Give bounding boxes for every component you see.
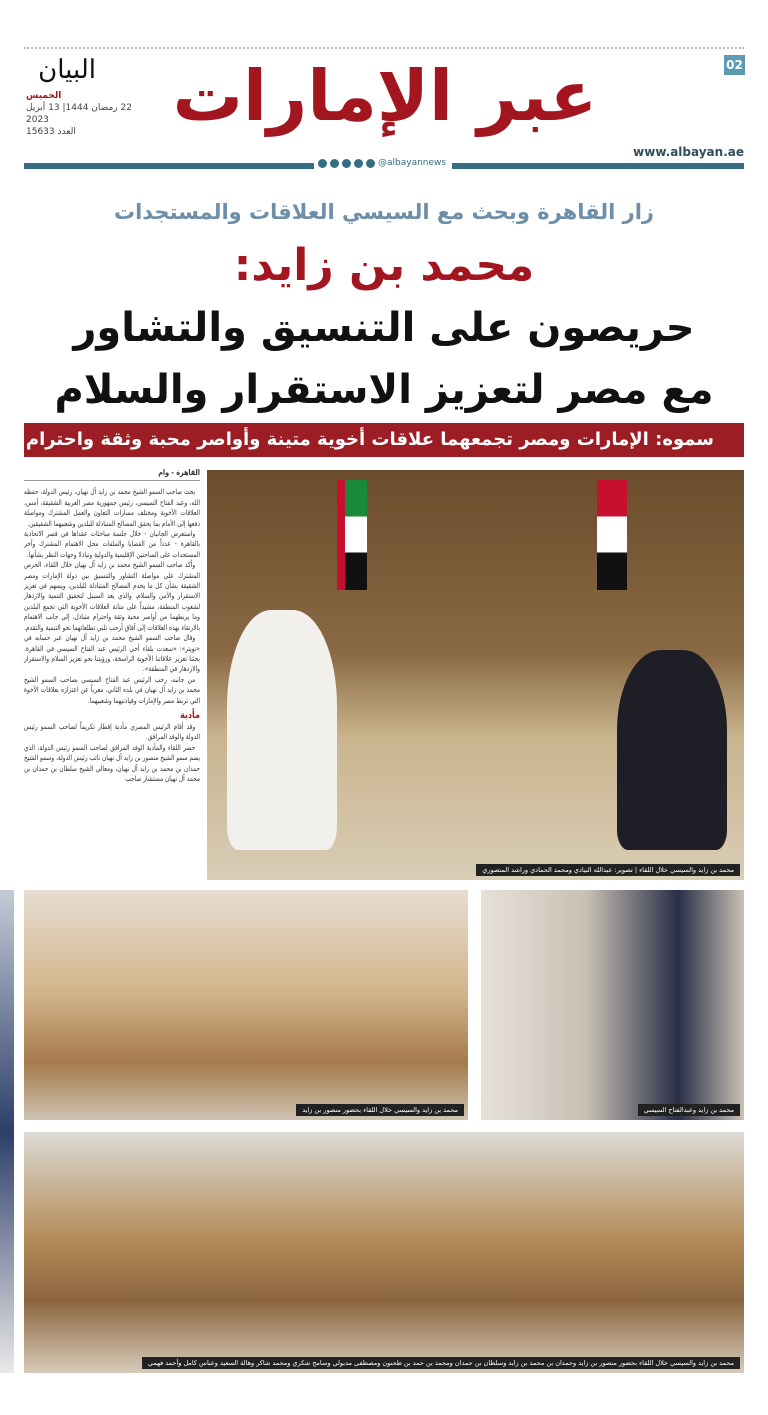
main-photo (207, 470, 744, 880)
paragraph: بحث صاحب السمو الشيخ محمد بن زايد آل نهيان، رئيس الدولة، حفظه الله، وعبد الفتاح السيسي، رئيس جمهورية مصر العربية الشقيقة، أمس، العلاقات الأخوية ومختلف مسارات التعاون والعمل المشترك ومواصلة دفعها إلى الأمام بما يحقق المصالح المتبادلة للبلدين وشعبيهما الشقيقين. (24, 487, 200, 528)
page-number: 02 (724, 55, 745, 75)
youtube-icon[interactable] (342, 159, 351, 168)
egypt-flag (597, 480, 627, 590)
photo-caption: محمد بن زايد والسيسي خلال اللقاء | تصوير: عبدالله النيادي ومحمد الحمادي وراشد المنصوري (476, 864, 740, 876)
subheading: مأدبة (180, 709, 200, 721)
paragraph: حضر اللقاء والمأدبة الوفد المرافق لصاحب السمو رئيس الدولة، الذي يضم سمو الشيخ منصور بن زايد آل نهيان نائب رئيس الدولة، وسمو الشيخ حمدان بن محمد بن زايد آل نهيان، ومعالي الشيخ سلطان بن حمدان بن محمد آل نهيان مستشار صاحب (24, 742, 200, 783)
twitter-icon[interactable] (354, 159, 363, 168)
section-title: عبر الإمارات (172, 55, 598, 137)
headline-kicker: زار القاهرة وبحث مع السيسي العلاقات والمستجدات (114, 200, 654, 224)
instagram-icon[interactable] (330, 159, 339, 168)
social-links (318, 158, 448, 168)
issue-day: الخميس (26, 91, 62, 101)
albayan-logo: البيان (38, 55, 96, 85)
article-body (24, 468, 200, 784)
facebook-icon[interactable] (366, 159, 375, 168)
paragraph: وقد أقام الرئيس المصري مأدبة إفطار تكريماً لصاحب السمو رئيس الدولة والوفد المرافق. (24, 721, 200, 742)
issue-date: 22 رمضان 1444| 13 أبريل 2023 (26, 103, 132, 125)
person-figure (227, 610, 337, 850)
walk-photo (481, 890, 744, 1120)
photo-caption: محمد بن زايد والسيسي خلال اللقاء بحضور منصور بن زايد (296, 1104, 464, 1116)
delegation-photo (24, 1132, 744, 1373)
headline-line-2: حريصون على التنسيق والتشاور (73, 305, 695, 351)
person-figure (617, 650, 727, 850)
header-bar-right (452, 163, 744, 169)
paragraph: من جانبه، رحب الرئيس عبد الفتاح السيسي بصاحب السمو الشيخ محمد بن زايد آل نهيان في بلده الثاني، معرباً عن اعتزازه بعلاقات الأخوة التي تربط مصر والإمارات وقيادتيهما وشعبيهما. (24, 674, 200, 705)
headline-banner: سموه: الإمارات ومصر تجمعهما علاقات أخوية متينة وأواصر محبة وثقة واحترام (24, 423, 744, 457)
header-bar-left (24, 163, 314, 169)
dateline: القاهرة - وام (24, 468, 200, 481)
website-link[interactable]: www.albayan.ae (633, 145, 744, 159)
photo-caption: محمد بن زايد والسيسي خلال اللقاء بحضور منصور بن زايد وحمدان بن محمد بن زايد وسلطان بن حمدان ومحمد بن حمد بن طحنون ومصطفى مدبولي وسامح شكري ومحمد شاكر وهالة السعيد وعباس كامل وأحمد فهمي (142, 1357, 740, 1369)
uae-flag (337, 480, 367, 590)
social-handle[interactable]: @albayannews (378, 158, 447, 168)
issue-number: العدد 15633 (26, 127, 76, 137)
headline-line-3: مع مصر لتعزيز الاستقرار والسلام (54, 367, 714, 413)
issue-meta (26, 90, 146, 138)
paragraph: واستعرض الجانبان - خلال جلسة مباحثات عقداها في قصر الاتحادية بالقاهرة - عدداً من القضايا والملفات محل الاهتمام المشترك وآخر المستجدات على الساحتين الإقليمية والدولية وتبادلا وجهات النظر بشأنها. (24, 529, 201, 559)
photo-caption: محمد بن زايد وعبدالفتاح السيسي (638, 1104, 740, 1116)
meeting-photo (24, 890, 468, 1120)
partial-photo (0, 890, 14, 1373)
paragraph: وقال صاحب السمو الشيخ محمد بن زايد آل نهيان عبر حسابه في «تويتر»: «سعدت بلقاء أخي الرئيس عبد الفتاح السيسي في القاهرة. بحثنا تعزيز علاقاتنا الأخوية الراسخة، ورؤيتنا نحو تعزيز السلام والاستقرار والازدهار في المنطقة». (24, 633, 200, 674)
top-divider (24, 47, 744, 49)
paragraph: وأكد صاحب السمو الشيخ محمد بن زايد آل نهيان خلال اللقاء، الحرص المشترك على مواصلة التشاور والتنسيق بين دولة الإمارات ومصر الشقيقة بشأن كل ما يخدم المصالح المتبادلة للبلدين، ويسهم في تعزيز الاستقرار والأمن والسلام، والذي يعد السبيل لتحقيق التنمية والازدهار لشعوب المنطقة، مشيداً على متانة العلاقات الأخوية التي تجمع البلدين وما يربطهما من أواصر محبة وثقة واحترام متبادل، إلى جانب الاهتمام بالارتقاء بهذه العلاقات إلى آفاق أرحب تلبي تطلعاتهما نحو التنمية والتقدم. (24, 560, 201, 632)
headline-main: محمد بن زايد: (233, 240, 535, 291)
snapchat-icon[interactable] (318, 159, 327, 168)
